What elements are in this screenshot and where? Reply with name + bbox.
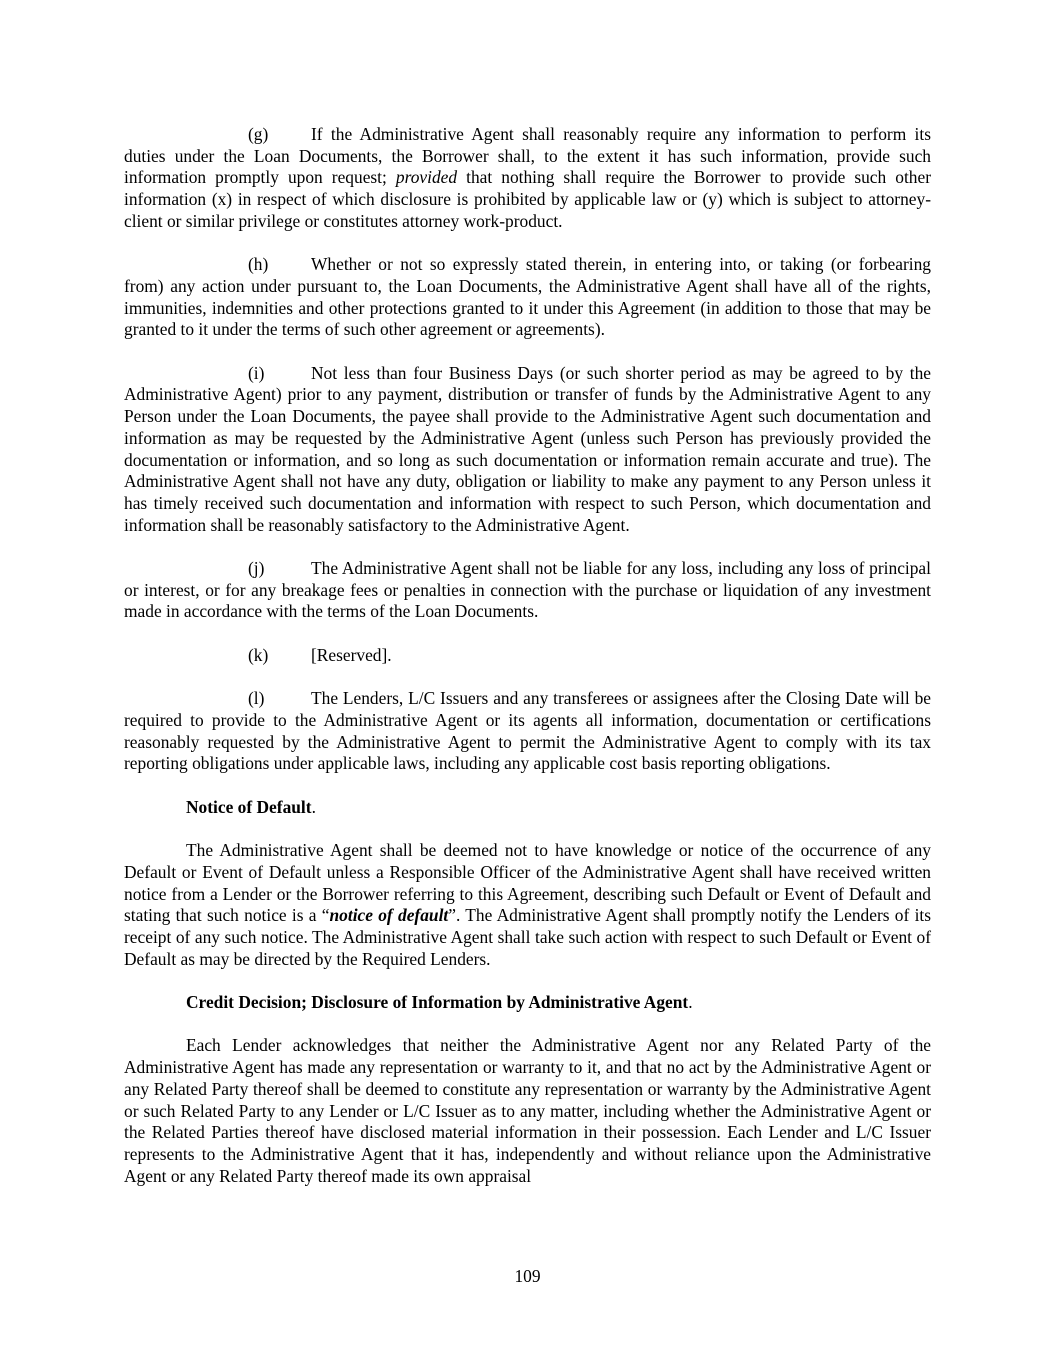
defined-term: notice of default (329, 905, 449, 926)
paragraph-text: [Reserved]. (311, 644, 392, 665)
paragraph-text: The Administrative Agent shall not be liable for any loss, including any loss of principal or interest, or for any breakage fees or penalties in connection with the purchase or liquidation of any investment made in accordance with the terms of the Loan Documents. (124, 558, 931, 622)
document-page (124, 124, 931, 1187)
paragraph-text: If the Administrative Agent shall reasonably require any information to perform its duties under the Loan Documents, the Borrower shall, to the extent it has such information, provide such information promptly upon request; (124, 124, 931, 188)
paragraph-text: The Lenders, L/C Issuers and any transferees or assignees after the Closing Date will be required to provide to the Administrative Agent or its agents all information, documentation or certifications reasonably requested by the Administrative Agent to permit the Administrative Agent to comply with its tax reporting obligations under applicable laws, including any applicable cost basis reporting obligations. (124, 688, 931, 774)
paragraph-label: (k) (248, 644, 269, 665)
paragraph-label: (i) (248, 362, 265, 383)
heading-text: Credit Decision; Disclosure of Information by Administrative Agent (186, 992, 689, 1012)
paragraph-text: Each Lender acknowledges that neither the Administrative Agent nor any Related Party of the Administrative Agent has made any representation or warranty to it, and that no act by the Administrative Agent or any Related Party thereof shall be deemed to constitute any representation or warranty by the Administrative Agent or such Related Party to any Lender or L/C Issuer as to any matter, including whether the Administrative Agent or the Related Parties thereof have disclosed material information in their possession. Each Lender and L/C Issuer represents to the Administrative Agent that it has, independently and without reliance upon the Administrative Agent or any Related Party thereof made its own appraisal (124, 1035, 931, 1186)
notice-of-default-paragraph (124, 840, 931, 970)
paragraph-k (124, 645, 931, 667)
paragraph-h (124, 254, 931, 341)
paragraph-i (124, 363, 931, 537)
italic-term: provided (395, 167, 458, 188)
paragraph-label: (h) (248, 254, 269, 275)
paragraph-text: Whether or not so expressly stated therein, in entering into, or taking (or forbearing from) any action under pursuant to, the Loan Documents, the Administrative Agent shall have all of the rights, immunities, indemnities and other protections granted to it under this Agreement (in addition to those that may be granted to it under the terms of such other agreement or agreements). (124, 254, 931, 340)
credit-decision-paragraph (124, 1035, 931, 1187)
paragraph-text: The Administrative Agent shall be deemed not to have knowledge or notice of the occurrence of any Default or Event of Default unless a Responsible Officer of the Administrative Agent shall have received written notice from a Lender or the Borrower referring to this Agreement, describing such Default or Event of Default and stating that such notice is a “ (124, 840, 931, 926)
paragraph-text: that nothing shall require the Borrower to provide such other information (x) in respect of which disclosure is prohibited by applicable law or (y) which is subject to attorney-client or similar privilege or constitutes attorney work-product. (124, 167, 931, 231)
paragraph-label: (g) (248, 124, 269, 144)
section-heading-notice-of-default (124, 797, 931, 819)
paragraph-label: (j) (248, 558, 265, 579)
paragraph-label: (l) (248, 688, 265, 709)
page-number: 109 (514, 1266, 541, 1286)
paragraph-j (124, 558, 931, 623)
paragraph-text: Not less than four Business Days (or such shorter period as may be agreed to by the Administrative Agent) prior to any payment, distribution or transfer of funds by the Administrative Agent to any Person under the Loan Documents, the payee shall provide to the Administrative Agent such documentation and information as may be requested by the Administrative Agent (unless such Person has previously provided the documentation or information, and so long as such documentation or information remain accurate and true). The Administrative Agent shall not have any duty, obligation or liability to make any payment to any Person unless it has timely received such documentation and information with respect to such Person, which documentation and information shall be reasonably satisfactory to the Administrative Agent. (124, 362, 931, 535)
heading-text: Notice of Default (186, 796, 312, 817)
paragraph-text: ”. The Administrative Agent shall promptly notify the Lenders of its receipt of any such notice. The Administrative Agent shall take such action with respect to such Default or Event of Default as may be directed by the Required Lenders. (124, 905, 931, 969)
heading-punctuation: . (688, 992, 693, 1012)
section-heading-credit-decision (124, 992, 931, 1014)
paragraph-g (124, 124, 931, 233)
paragraph-l (124, 688, 931, 775)
heading-punctuation: . (311, 796, 316, 817)
